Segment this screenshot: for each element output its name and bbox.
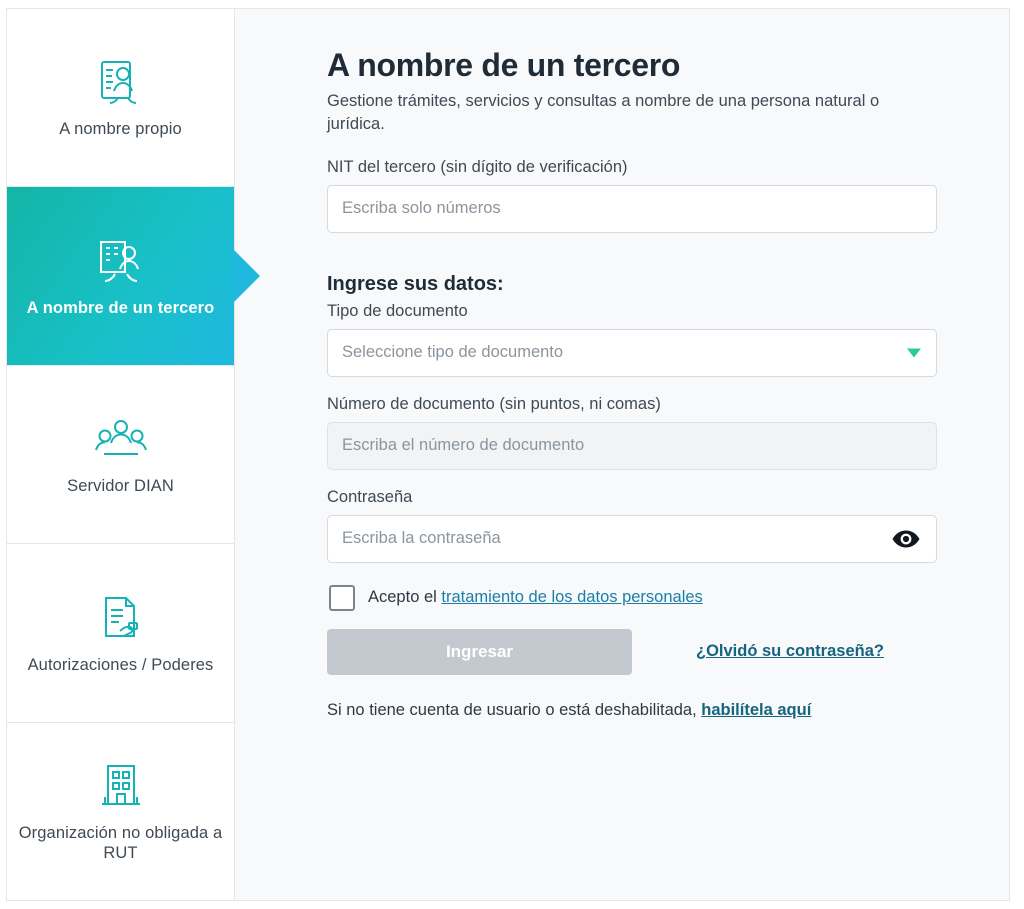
sidebar-item-label: Autorizaciones / Poderes (27, 655, 214, 674)
doc-type-label: Tipo de documento (327, 301, 468, 320)
terms-link[interactable]: tratamiento de los datos personales (441, 588, 703, 607)
password-field-wrapper (327, 515, 937, 563)
section-heading: Ingrese sus datos: (327, 272, 504, 295)
enable-account-link[interactable]: habilítela aquí (701, 700, 812, 719)
sidebar-item-a-nombre-de-un-tercero[interactable] (7, 187, 234, 365)
terms-text (368, 588, 703, 607)
document-hand-icon (94, 591, 148, 645)
forgot-password-link[interactable]: ¿Olvidó su contraseña? (696, 642, 884, 661)
login-form-panel (235, 9, 1009, 900)
password-label: Contraseña (327, 487, 413, 506)
footer-note-text: Si no tiene cuenta de usuario o está deshabilitada, (327, 700, 702, 719)
sidebar-item-label: A nombre propio (59, 120, 182, 139)
terms-row (329, 585, 937, 611)
sidebar (7, 9, 235, 900)
id-card-person-icon (94, 55, 148, 109)
sidebar-item-autorizaciones-poderes[interactable] (7, 544, 234, 722)
terms-checkbox[interactable] (329, 585, 355, 611)
doc-number-label: Número de documento (sin puntos, ni comas) (327, 394, 661, 413)
sidebar-item-organizacion-no-obligada-a-rut[interactable] (7, 723, 234, 900)
doc-type-select[interactable] (327, 329, 937, 377)
doc-type-value[interactable] (327, 329, 937, 377)
building-icon (94, 759, 148, 813)
login-card (6, 8, 1010, 901)
page-subtitle: Gestione trámites, servicios y consultas a nombre de una persona natural o jurídica. (327, 92, 880, 133)
password-input[interactable] (327, 515, 937, 563)
sidebar-item-label: Organización no obligada a RUT (18, 823, 223, 863)
footer-note (327, 701, 937, 720)
sidebar-item-label: Servidor DIAN (67, 477, 174, 496)
sidebar-item-a-nombre-propio[interactable] (7, 9, 234, 187)
doc-number-input[interactable] (327, 422, 937, 470)
page-title: A nombre de un tercero (327, 47, 681, 83)
form-actions (327, 629, 937, 675)
sidebar-item-label: A nombre de un tercero (26, 298, 215, 317)
terms-prefix: Acepto el (368, 588, 442, 607)
eye-icon[interactable] (891, 529, 921, 549)
group-people-icon (94, 412, 148, 466)
sidebar-item-servidor-dian[interactable] (7, 366, 234, 544)
nit-input[interactable] (327, 185, 937, 233)
nit-label: NIT del tercero (sin dígito de verificación) (327, 157, 628, 176)
submit-button[interactable]: Ingresar (327, 629, 632, 675)
building-person-icon (94, 234, 148, 288)
